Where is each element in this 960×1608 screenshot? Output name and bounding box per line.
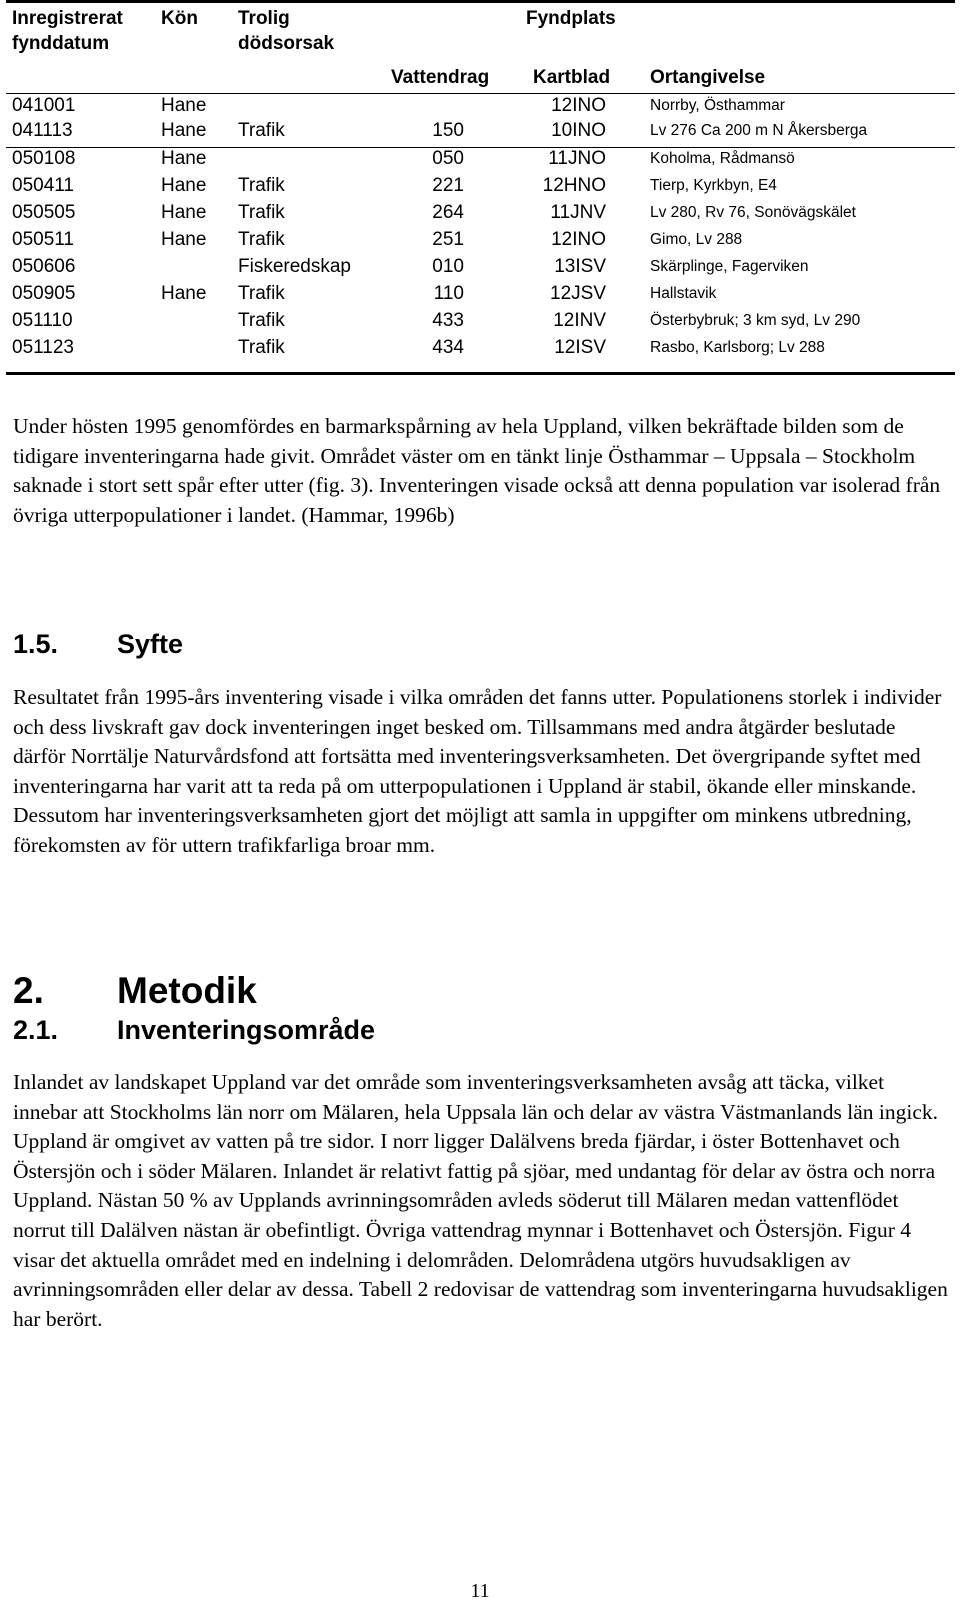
header-fyndplats: Fyndplats (526, 8, 616, 29)
cell-ort: Gimo, Lv 288 (650, 231, 743, 248)
cell-kartblad: 13ISV (554, 256, 606, 277)
cell-ort: Lv 280, Rv 76, Sonövägskälet (650, 204, 856, 221)
cell-ort: Rasbo, Karlsborg; Lv 288 (650, 339, 825, 356)
header-kartblad: Kartblad (533, 67, 611, 88)
table-row (6, 202, 955, 228)
table-row (6, 256, 955, 282)
cell-kartblad: 12INO (551, 229, 606, 250)
cell-vattendrag: 433 (432, 310, 464, 331)
header-orsak (238, 6, 334, 56)
table-top-rule (6, 0, 955, 3)
cell-orsak: Trafik (238, 202, 285, 223)
cell-datum: 050108 (12, 148, 76, 169)
header-kon: Kön (161, 8, 198, 29)
section-title: Syfte (117, 629, 184, 659)
cell-datum: 050511 (12, 229, 74, 250)
table-row (6, 283, 955, 309)
section-title: Inventeringsområde (117, 1015, 376, 1045)
cell-kon: Hane (161, 175, 207, 196)
cell-vattendrag: 150 (432, 120, 464, 141)
cell-orsak: Trafik (238, 175, 285, 196)
cell-kon: Hane (161, 120, 207, 141)
section-title: Metodik (117, 970, 257, 1011)
cell-vattendrag: 251 (432, 229, 464, 250)
cell-kon: Hane (161, 283, 207, 304)
cell-orsak: Fiskeredskap (238, 256, 351, 277)
table-bottom-rule (6, 372, 955, 375)
cell-ort: Lv 276 Ca 200 m N Åkersberga (650, 122, 868, 139)
cell-datum: 050606 (12, 256, 76, 277)
cell-orsak: Trafik (238, 310, 285, 331)
cell-kartblad: 12INV (553, 310, 606, 331)
section-number: 1.5. (13, 629, 59, 659)
table-row (6, 310, 955, 336)
header-rule (6, 93, 955, 94)
cell-datum: 051110 (12, 310, 73, 331)
cell-ort: Skärplinge, Fagerviken (650, 258, 809, 275)
cell-vattendrag: 434 (432, 337, 464, 358)
cell-orsak: Trafik (238, 229, 285, 250)
cell-orsak: Trafik (238, 337, 285, 358)
table-row (6, 95, 955, 121)
section-heading-inventeringsomrade (13, 1015, 375, 1046)
cell-datum: 041113 (12, 120, 73, 141)
cell-datum: 050505 (12, 202, 76, 223)
table-row (6, 337, 955, 363)
cell-kon: Hane (161, 148, 207, 169)
cell-kartblad: 12HNO (542, 175, 606, 196)
cell-kon: Hane (161, 95, 207, 116)
section-heading-syfte (13, 629, 183, 660)
cell-kartblad: 10INO (551, 120, 606, 141)
cell-kartblad: 11JNV (550, 202, 606, 223)
cell-ort: Österbybruk; 3 km syd, Lv 290 (650, 312, 861, 329)
header-orsak-line2: dödsorsak (238, 33, 335, 54)
cell-ort: Koholma, Rådmansö (650, 150, 795, 167)
cell-orsak: Trafik (238, 283, 285, 304)
cell-orsak: Trafik (238, 120, 285, 141)
section-number: 2.1. (13, 1015, 59, 1045)
cell-ort: Norrby, Östhammar (650, 97, 785, 114)
cell-datum: 050411 (12, 175, 74, 196)
cell-vattendrag: 221 (432, 175, 464, 196)
syfte-paragraph: Resultatet från 1995-års inventering visade i vilka områden det fanns utter. Populationens storlek i individer och dess livskraft gav dock inventeringen inget besked om. Tillsammans med andra åtgärder beslutade därför Norrtälje Naturvårdsfond att fortsätta med inventeringsverksamheten. Det övergripande syftet med inventeringarna har varit att ta reda på om utterpopulationen i Uppland är stabil, ökande eller minskande. Dessutom har inventeringsverksamheten gjort det möjligt att samla in uppgifter om minkens utbredning, förekomsten av för uttern trafikfarliga broar mm. (13, 685, 942, 857)
header-vattendrag: Vattendrag (391, 67, 490, 88)
table-row (6, 229, 955, 255)
section-heading-metodik (13, 970, 257, 1012)
header-ortangivelse: Ortangivelse (650, 67, 766, 88)
cell-vattendrag: 050 (432, 148, 464, 169)
metodik-paragraph: Inlandet av landskapet Uppland var det område som inventeringsverksamheten avsåg att täcka, vilket innebar att Stockholms län norr om Mälaren, hela Uppsala län och delar av västra Västmanlands län ingick. Uppland är omgivet av vatten på tre sidor. I norr ligger Dalälvens breda fjärdar, i öster Bottenhavet och Östersjön och i söder Mälaren. Inlandet är relativt fattig på sjöar, med undantag för delar av östra och norra Uppland. Nästan 50 % av Upplands avrinningsområden avleds söderut till Mälaren medan vattenflödet norrut till Dalälven nästan är obefintligt. Övriga vattendrag mynnar i Bottenhavet och Östersjön. Figur 4 visar det aktuella området med en indelning i delområden. Delområdena utgörs huvudsakligen av avrinningsområden eller delar av dessa. Tabell 2 redovisar de vattendrag som inventeringarna huvudsakligen har berört. (13, 1070, 948, 1331)
cell-kon: Hane (161, 202, 207, 223)
cell-vattendrag: 264 (432, 202, 464, 223)
cell-vattendrag: 110 (433, 283, 464, 304)
table-row (6, 120, 955, 146)
page-number: 11 (470, 1580, 490, 1602)
table-row (6, 148, 955, 174)
header-datum-line1: Inregistrerat (12, 8, 123, 29)
cell-datum: 041001 (12, 95, 76, 116)
cell-kartblad: 12ISV (554, 337, 606, 358)
cell-ort: Hallstavik (650, 285, 717, 302)
section-number: 2. (13, 970, 44, 1011)
cell-datum: 050905 (12, 283, 76, 304)
cell-kartblad: 11JNO (548, 148, 606, 169)
cell-ort: Tierp, Kyrkbyn, E4 (650, 177, 777, 194)
intro-paragraph: Under hösten 1995 genomfördes en barmarkspårning av hela Uppland, vilken bekräftade bilden som de tidigare inventeringarna hade givit. Området väster om en tänkt linje Östhammar – Uppsala – Stockholm saknade i stort sett spår efter utter (fig. 3). Inventeringen visade också att denna population var isolerad från övriga utterpopulationer i landet. (Hammar, 1996b) (13, 414, 941, 527)
header-datum-line2: fynddatum (12, 33, 110, 54)
cell-vattendrag: 010 (432, 256, 464, 277)
cell-kon: Hane (161, 229, 207, 250)
cell-kartblad: 12INO (551, 95, 606, 116)
cell-datum: 051123 (12, 337, 74, 358)
header-datum (12, 6, 123, 56)
cell-kartblad: 12JSV (550, 283, 606, 304)
header-orsak-line1: Trolig (238, 8, 290, 29)
table-row (6, 175, 955, 201)
